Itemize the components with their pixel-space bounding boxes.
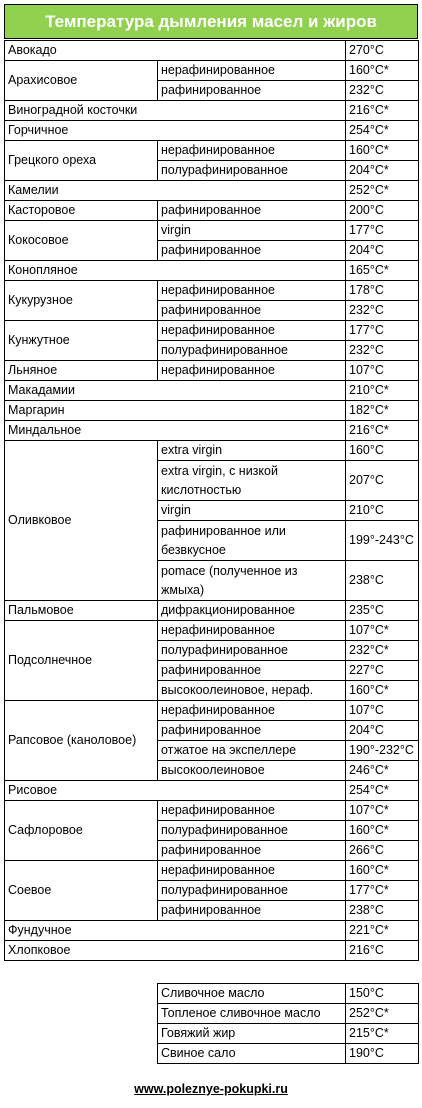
smoke-temperature: 177°C <box>346 321 419 341</box>
oil-name: Касторовое <box>5 201 158 221</box>
smoke-point-table <box>4 40 419 961</box>
smoke-temperature: 160°C* <box>346 821 419 841</box>
oil-type: нерафинированное <box>158 361 346 381</box>
oil-type: полурафинированное <box>158 821 346 841</box>
oil-type: рафинированное <box>158 201 346 221</box>
oil-type: рафинированное <box>158 241 346 261</box>
smoke-temperature: 216°C* <box>346 421 419 441</box>
table-row <box>5 141 419 161</box>
oil-name: Виноградной косточки <box>5 101 346 121</box>
smoke-temperature: 252°C* <box>346 181 419 201</box>
oil-type: нерафинированное <box>158 861 346 881</box>
smoke-temperature: 199°-243°C <box>346 521 419 561</box>
smoke-temperature: 190°-232°C <box>346 741 419 761</box>
smoke-temperature: 215°C* <box>346 1024 419 1044</box>
table-row <box>5 221 419 241</box>
smoke-temperature: 204°C <box>346 721 419 741</box>
oil-type: нерафинированное <box>158 621 346 641</box>
table-row <box>158 1044 419 1064</box>
oil-type: отжатое на экспеллере <box>158 741 346 761</box>
oil-type: нерафинированное <box>158 701 346 721</box>
oil-type: рафинированное или безвкусное <box>158 521 346 561</box>
oil-name: Пальмовое <box>5 601 158 621</box>
oil-name: Сафлоровое <box>5 801 158 861</box>
oil-type: нерафинированное <box>158 281 346 301</box>
oil-name: Грецкого ореха <box>5 141 158 181</box>
oil-name: Фундучное <box>5 921 346 941</box>
oil-name: Авокадо <box>5 41 346 61</box>
fat-name: Топленое сливочное масло <box>158 1004 346 1024</box>
oil-type: pomace (полученное из жмыха) <box>158 561 346 601</box>
oil-name: Хлопковое <box>5 941 346 961</box>
table-row <box>5 921 419 941</box>
smoke-temperature: 160°C* <box>346 61 419 81</box>
smoke-temperature: 238°C <box>346 901 419 921</box>
oil-name: Арахисовое <box>5 61 158 101</box>
table-row <box>5 861 419 881</box>
smoke-temperature: 177°C <box>346 221 419 241</box>
table-row <box>5 41 419 61</box>
smoke-temperature: 210°C <box>346 501 419 521</box>
oil-type: extra virgin <box>158 441 346 461</box>
smoke-temperature: 221°C* <box>346 921 419 941</box>
oil-type: нерафинированное <box>158 321 346 341</box>
smoke-temperature: 266°C <box>346 841 419 861</box>
smoke-temperature: 216°C <box>346 941 419 961</box>
oil-type: рафинированное <box>158 901 346 921</box>
smoke-temperature: 178°C <box>346 281 419 301</box>
fat-name: Свиное сало <box>158 1044 346 1064</box>
oil-name: Подсолнечное <box>5 621 158 701</box>
oil-type: высокоолеиновое, нераф. <box>158 681 346 701</box>
table-row <box>5 181 419 201</box>
table-row <box>158 1024 419 1044</box>
smoke-temperature: 254°C* <box>346 121 419 141</box>
smoke-temperature: 160°C* <box>346 681 419 701</box>
oil-name: Кокосовое <box>5 221 158 261</box>
oil-name: Кукурузное <box>5 281 158 321</box>
smoke-temperature: 227°C <box>346 661 419 681</box>
oil-name: Рапсовое (каноловое) <box>5 701 158 781</box>
oil-name: Кунжутное <box>5 321 158 361</box>
smoke-temperature: 107°C <box>346 361 419 381</box>
smoke-temperature: 210°C* <box>346 381 419 401</box>
oil-type: рафинированное <box>158 81 346 101</box>
table-row <box>5 321 419 341</box>
oil-name: Конопляное <box>5 261 346 281</box>
oil-type: полурафинированное <box>158 881 346 901</box>
smoke-temperature: 204°C* <box>346 161 419 181</box>
oil-type: рафинированное <box>158 841 346 861</box>
smoke-temperature: 200°C <box>346 201 419 221</box>
oil-type: полурафинированное <box>158 641 346 661</box>
oil-name: Рисовое <box>5 781 346 801</box>
table-row <box>5 261 419 281</box>
oil-type: рафинированное <box>158 301 346 321</box>
smoke-temperature: 190°C <box>346 1044 419 1064</box>
table-row <box>5 601 419 621</box>
smoke-temperature: 254°C* <box>346 781 419 801</box>
table-row <box>158 984 419 1004</box>
smoke-temperature: 160°C* <box>346 861 419 881</box>
table-row <box>5 101 419 121</box>
table-row <box>5 441 419 461</box>
oil-type: дифракционированное <box>158 601 346 621</box>
fat-name: Сливочное масло <box>158 984 346 1004</box>
smoke-temperature: 160°C* <box>346 141 419 161</box>
smoke-temperature: 232°C <box>346 81 419 101</box>
table-row <box>5 61 419 81</box>
smoke-temperature: 270°C <box>346 41 419 61</box>
table-row <box>5 621 419 641</box>
table-row <box>5 381 419 401</box>
smoke-temperature: 232°C <box>346 301 419 321</box>
other-fats-table <box>157 983 419 1064</box>
table-row <box>5 801 419 821</box>
table-row <box>5 421 419 441</box>
smoke-temperature: 246°C* <box>346 761 419 781</box>
table-row <box>5 121 419 141</box>
site-link[interactable]: www.poleznye-pokupki.ru <box>134 1082 288 1096</box>
oil-name: Маргарин <box>5 401 346 421</box>
smoke-temperature: 238°C <box>346 561 419 601</box>
smoke-temperature: 235°C <box>346 601 419 621</box>
smoke-temperature: 216°C* <box>346 101 419 121</box>
smoke-temperature: 232°C <box>346 341 419 361</box>
smoke-temperature: 165°C* <box>346 261 419 281</box>
oil-type: нерафинированное <box>158 141 346 161</box>
table-row <box>158 1004 419 1024</box>
smoke-temperature: 150°C <box>346 984 419 1004</box>
oil-type: virgin <box>158 221 346 241</box>
oil-name: Горчичное <box>5 121 346 141</box>
oil-type: нерафинированное <box>158 801 346 821</box>
oil-type: полурафинированное <box>158 161 346 181</box>
smoke-temperature: 107°C* <box>346 621 419 641</box>
table-row <box>5 401 419 421</box>
oil-type: virgin <box>158 501 346 521</box>
smoke-temperature: 160°C <box>346 441 419 461</box>
oil-name: Льняное <box>5 361 158 381</box>
oil-type: extra virgin, с низкой кислотностью <box>158 461 346 501</box>
oil-type: рафинированное <box>158 721 346 741</box>
smoke-temperature: 204°C <box>346 241 419 261</box>
smoke-temperature: 252°C* <box>346 1004 419 1024</box>
oil-name: Камелии <box>5 181 346 201</box>
smoke-temperature: 182°C* <box>346 401 419 421</box>
table-row <box>5 701 419 721</box>
table-row <box>5 361 419 381</box>
table-row <box>5 941 419 961</box>
page-title: Температура дымления масел и жиров <box>4 4 418 39</box>
smoke-temperature: 232°C* <box>346 641 419 661</box>
smoke-temperature: 107°C <box>346 701 419 721</box>
table-row <box>5 281 419 301</box>
smoke-temperature: 207°C <box>346 461 419 501</box>
table-row <box>5 201 419 221</box>
oil-type: полурафинированное <box>158 341 346 361</box>
fat-name: Говяжий жир <box>158 1024 346 1044</box>
smoke-temperature: 177°C* <box>346 881 419 901</box>
oil-name: Оливковое <box>5 441 158 601</box>
oil-name: Макадамии <box>5 381 346 401</box>
oil-name: Миндальное <box>5 421 346 441</box>
oil-type: высокоолеиновое <box>158 761 346 781</box>
oil-type: нерафинированное <box>158 61 346 81</box>
oil-type: рафинированное <box>158 661 346 681</box>
smoke-temperature: 107°C* <box>346 801 419 821</box>
oil-name: Соевое <box>5 861 158 921</box>
table-row <box>5 781 419 801</box>
